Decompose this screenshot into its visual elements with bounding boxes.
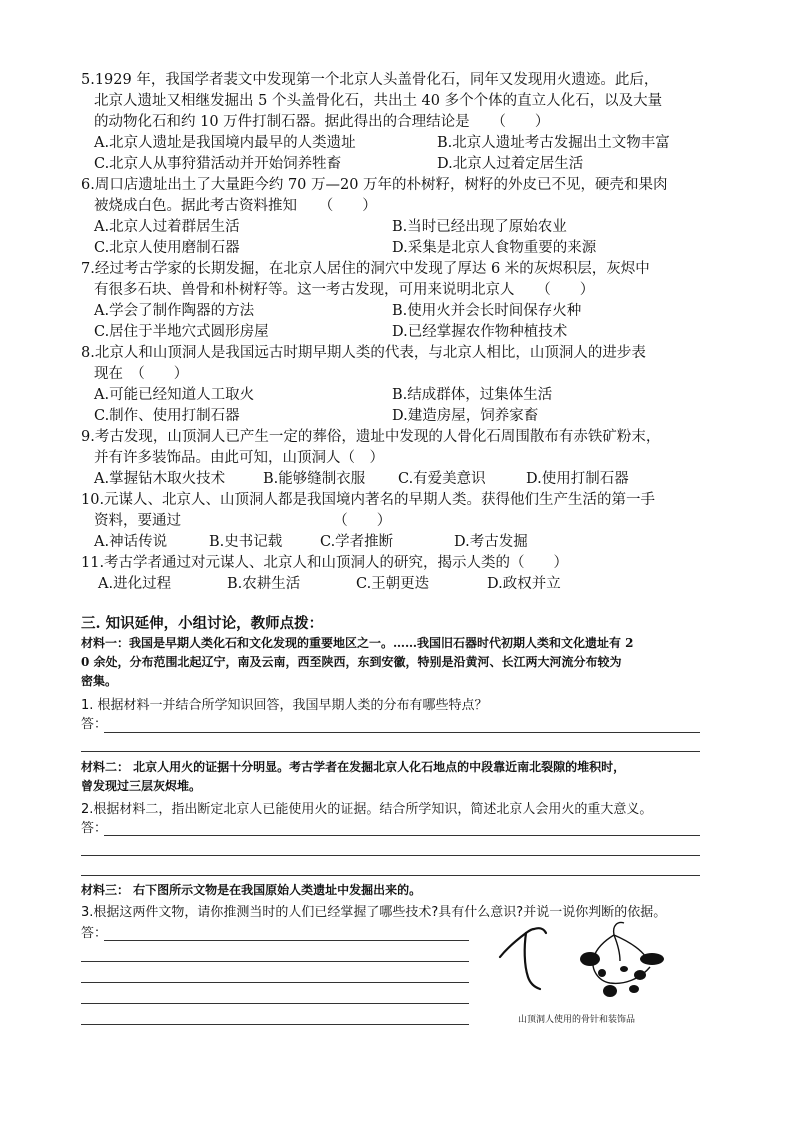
question-10-option-a: A.神话传说 [94,534,168,550]
answer-1-line-1[interactable] [104,732,700,733]
answer-1-line-2[interactable] [81,751,700,752]
question-9-option-c: C.有爱美意识 [398,471,486,487]
question-11-option-a: A.进化过程 [98,576,172,592]
question-1-prompt: 1. 根据材料一并结合所学知识回答，我国早期人类的分布有哪些特点？ [81,698,488,713]
question-9-line-1: 9.考古发现，山顶洞人已产生一定的葬俗，遗址中发现的人骨化石周围散布有赤铁矿粉末， [81,429,661,445]
question-5-option-b: B.北京人遗址考古发掘出土文物丰富 [437,135,670,151]
question-10-option-d: D.考古发掘 [454,534,528,550]
question-10-option-c: C.学者推断 [320,534,394,550]
answer-2-label: 答： [81,821,108,836]
question-8-line-2: 现在 （ ） [94,366,189,382]
material-1-line-1: 材料一：我国是早期人类化石和文化发现的重要地区之一。……我国旧石器时代初期人类和文化遗址有 2 [81,636,634,650]
question-7-line-2: 有很多石块、兽骨和朴树籽等。这一考古发现，可用来说明北京人 （ ） [94,282,595,298]
question-5-line-3: 的动物化石和约 10 万件打制石器。据此得出的合理结论是 （ ） [94,114,550,130]
answer-3-line-5[interactable] [81,1024,469,1025]
question-2-prompt: 2.根据材料二，指出断定北京人已能使用火的证据。结合所学知识，简述北京人会用火的重大意义。 [81,802,653,817]
answer-3-line-2[interactable] [81,961,469,962]
question-5-option-d: D.北京人过着定居生活 [437,156,584,172]
question-5-line-1: 5.1929 年，我国学者裴文中发现第一个北京人头盖骨化石，同年又发现用火遗迹。此后， [81,72,659,88]
question-9-option-b: B.能够缝制衣服 [263,471,366,487]
question-9-line-2: 并有许多装饰品。由此可知，山顶洞人（ ） [94,450,384,466]
question-10-option-b: B.史书记载 [209,534,283,550]
answer-3-line-1[interactable] [104,940,469,941]
question-9-option-d: D.使用打制石器 [526,471,629,487]
section-3-title: 三. 知识延伸，小组讨论，教师点拨： [81,615,324,632]
material-1-line-3: 密集。 [81,674,118,688]
question-7-option-b: B.使用火并会长时间保存火种 [392,303,582,319]
question-8-option-c: C.制作、使用打制石器 [94,408,240,424]
question-7-option-a: A.学会了制作陶器的方法 [94,303,255,319]
answer-1-label: 答： [81,717,108,732]
bone-needle-illustration [500,928,546,989]
question-6-line-2: 被烧成白色。据此考古资料推知 （ ） [94,198,377,214]
question-9-option-a: A.掌握钻木取火技术 [94,471,226,487]
answer-2-line-1[interactable] [104,835,700,836]
material-1-line-2: 0 余处，分布范围北起辽宁，南及云南，西至陕西，东到安徽，特别是沿黄河、长江两大河流分布较为 [81,655,622,669]
answer-3-line-3[interactable] [81,982,469,983]
question-5-line-2: 北京人遗址又相继发掘出 5 个头盖骨化石，共出土 40 多个个体的直立人化石，以及大量 [94,93,663,109]
question-11-option-d: D.政权并立 [487,576,561,592]
question-10-line-2: 资料，要通过 （ ） [94,513,392,529]
question-11-option-b: B.农耕生活 [227,576,301,592]
question-7-option-c: C.居住于半地穴式圆形房屋 [94,324,269,340]
bone-needle-and-ornaments-figure [494,917,694,1009]
answer-3-label: 答： [81,926,108,941]
answer-2-line-2[interactable] [81,855,700,856]
ornaments-illustration [580,923,664,998]
question-7-option-d: D.已经掌握农作物种植技术 [392,324,568,340]
question-6-option-d: D.采集是北京人食物重要的来源 [392,240,597,256]
figure-caption: 山顶洞人使用的骨针和装饰品 [518,1015,636,1025]
question-5-option-c: C.北京人从事狩猎活动并开始饲养牲畜 [94,156,342,172]
question-6-option-b: B.当时已经出现了原始农业 [392,219,567,235]
material-2-line-2: 曾发现过三层灰烬堆。 [81,779,202,793]
question-6-option-a: A.北京人过着群居生活 [94,219,240,235]
question-10-line-1: 10.元谋人、北京人、山顶洞人都是我国境内著名的早期人类。获得他们生产生活的第一手 [81,492,656,508]
question-8-option-a: A.可能已经知道人工取火 [94,387,255,403]
material-3-line-1: 材料三： 右下图所示文物是在我国原始人类遗址中发掘出来的。 [81,883,422,897]
answer-3-line-4[interactable] [81,1003,469,1004]
question-3-prompt: 3.根据这两件文物，请你推测当时的人们已经掌握了哪些技术?具有什么意识?并说一说你判断的依据。 [81,905,667,920]
question-11-option-c: C.王朝更迭 [356,576,430,592]
answer-2-line-3[interactable] [81,875,700,876]
question-7-line-1: 7.经过考古学家的长期发掘，在北京人居住的洞穴中发现了厚达 6 米的灰烬积层，灰烬中 [81,261,650,277]
question-5-option-a: A.北京人遗址是我国境内最早的人类遗址 [94,135,356,151]
question-6-option-c: C.北京人使用磨制石器 [94,240,240,256]
question-8-line-1: 8.北京人和山顶洞人是我国远古时期早期人类的代表，与北京人相比，山顶洞人的进步表 [81,345,646,361]
question-8-option-b: B.结成群体，过集体生活 [392,387,553,403]
question-6-line-1: 6.周口店遗址出土了大量距今约 70 万—20 万年的朴树籽，树籽的外皮已不见，硬壳和果肉 [81,177,668,193]
material-2-line-1: 材料二： 北京人用火的证据十分明显。考古学者在发掘北京人化石地点的中段靠近南北裂隙的堆积时， [81,760,626,774]
question-11-line-1: 11.考古学者通过对元谋人、北京人和山顶洞人的研究，揭示人类的（ ） [81,555,569,571]
question-8-option-d: D.建造房屋，饲养家畜 [392,408,539,424]
